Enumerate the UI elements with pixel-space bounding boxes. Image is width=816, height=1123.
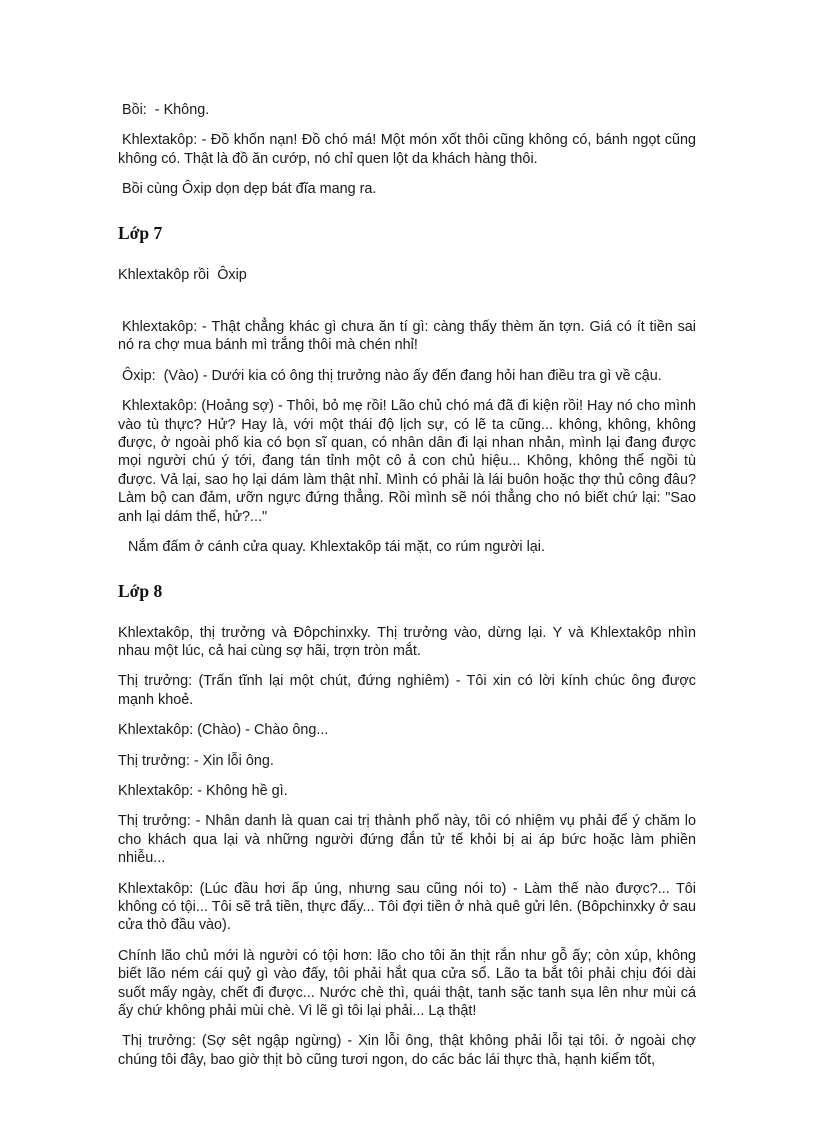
paragraph-khlextakop-curse: Khlextakôp: - Đồ khốn nạn! Đồ chó má! Một món xốt thôi cũng không có, bánh ngọt cũng không có. Thật là đồ ăn cướp, nó chỉ quen lột da khách hàng thôi. bbox=[118, 132, 700, 167]
paragraph-khlextakop-hungry: Khlextakôp: - Thật chẳng khác gì chưa ăn tí gì: càng thấy thèm ăn tợn. Giá có ít tiền sai nó ra chợ mua bánh mì trắng thôi mà chén nhỉ! bbox=[118, 319, 700, 354]
page-content bbox=[118, 101, 700, 1081]
paragraph-scene-8-intro: Khlextakôp, thị trưởng và Đôpchinxky. Thị trưởng vào, dừng lại. Y và Khlextakôp nhìn nhau một lúc, cả hai cùng sợ hãi, trợn tròn mắt. bbox=[118, 624, 700, 659]
paragraph-khlextakop-panic: Khlextakôp: (Hoảng sợ) - Thôi, bỏ mẹ rồi! Lão chủ chó má đã đi kiện rồi! Hay nó cho mình vào tù thực? Hử? Hay là, với một thái độ lịch sự, có lẽ ta cũng... không, không, không được, ở ngoài phố kia có bọn sĩ quan, có nhân dân đi lại nhan nhản, mình lại đang được mọi người chú ý tới, đang tán tỉnh một cô ả con chủ hiệu... Không, không thể ngồi tù được. Vả lại, sao họ lại dám làm thật nhỉ. Mình có phải là lái buôn hoặc thợ thủ công đâu? Làm bộ can đảm, ưỡn ngực đứng thẳng. Rồi mình sẽ nói thẳng cho nó biết chứ lại: "Sao anh lại dám thế, hử?..." bbox=[118, 398, 700, 525]
paragraph-mayor-apology: Thị trưởng: - Xin lỗi ông. bbox=[118, 752, 274, 769]
paragraph-khlextakop-stammer: Khlextakôp: (Lúc đầu hơi ấp úng, nhưng sau cũng nói to) - Làm thế nào được?... Tôi không có tội... Tôi sẽ trả tiền, thực đấy... Tôi đợi tiền ở nhà quê gửi lên. (Bôpchinxky ở sau cửa thò đầu vào). bbox=[118, 880, 700, 934]
scene-7-intro: Khlextakôp rồi Ôxip bbox=[118, 266, 247, 283]
paragraph-mayor-duty: Thị trưởng: - Nhân danh là quan cai trị thành phố này, tôi có nhiệm vụ phải để ý chăm lo cho khách qua lại và những người đứng đắn tử tế khỏi bị ai áp bức hoặc làm phiền nhiễu... bbox=[118, 813, 700, 867]
paragraph-khlextakop-complaint: Chính lão chủ mới là người có tội hơn: lão cho tôi ăn thịt rắn như gỗ ấy; còn xúp, không biết lão ném cái quỷ gì vào đấy, tôi phải hắt qua cửa sổ. Lão ta bắt tôi phải chịu đói dài suốt mấy ngày, chết đi được... Nước chè thì, quái thật, tanh sặc tanh sụa lên như mùi cá ấy chứ không phải mùi chè. Vì lẽ gì tôi lại phải... Lạ thật! bbox=[118, 947, 700, 1019]
section-heading-lop-7: Lớp 7 bbox=[118, 222, 163, 243]
paragraph-mayor-hesitant: Thị trưởng: (Sợ sệt ngập ngừng) - Xin lỗi ông, thật không phải lỗi tại tôi. ở ngoài chợ chúng tôi đây, bao giờ thịt bò cũng tươi ngon, do các bác lái thực thà, hạnh kiểm tốt, bbox=[118, 1033, 700, 1068]
paragraph-stage-direction-door: Nắm đấm ở cánh cửa quay. Khlextakôp tái mặt, co rúm người lại. bbox=[128, 539, 546, 556]
paragraph-boi-reply: Bồi: - Không. bbox=[122, 102, 210, 118]
paragraph-mayor-greeting: Thị trưởng: (Trấn tĩnh lại một chút, đứng nghiêm) - Tôi xin có lời kính chúc ông được mạnh khoẻ. bbox=[118, 673, 700, 708]
paragraph-oxip-enters: Ôxip: (Vào) - Dưới kia có ông thị trưởng nào ấy đến đang hỏi han điều tra gì về cậu. bbox=[122, 367, 662, 384]
section-heading-lop-8: Lớp 8 bbox=[118, 580, 163, 601]
paragraph-khlextakop-hello: Khlextakôp: (Chào) - Chào ông... bbox=[118, 722, 329, 739]
paragraph-khlextakop-no-matter: Khlextakôp: - Không hề gì. bbox=[118, 782, 288, 799]
paragraph-stage-direction-clear-dishes: Bồi cùng Ôxip dọn dẹp bát đĩa mang ra. bbox=[122, 181, 377, 198]
